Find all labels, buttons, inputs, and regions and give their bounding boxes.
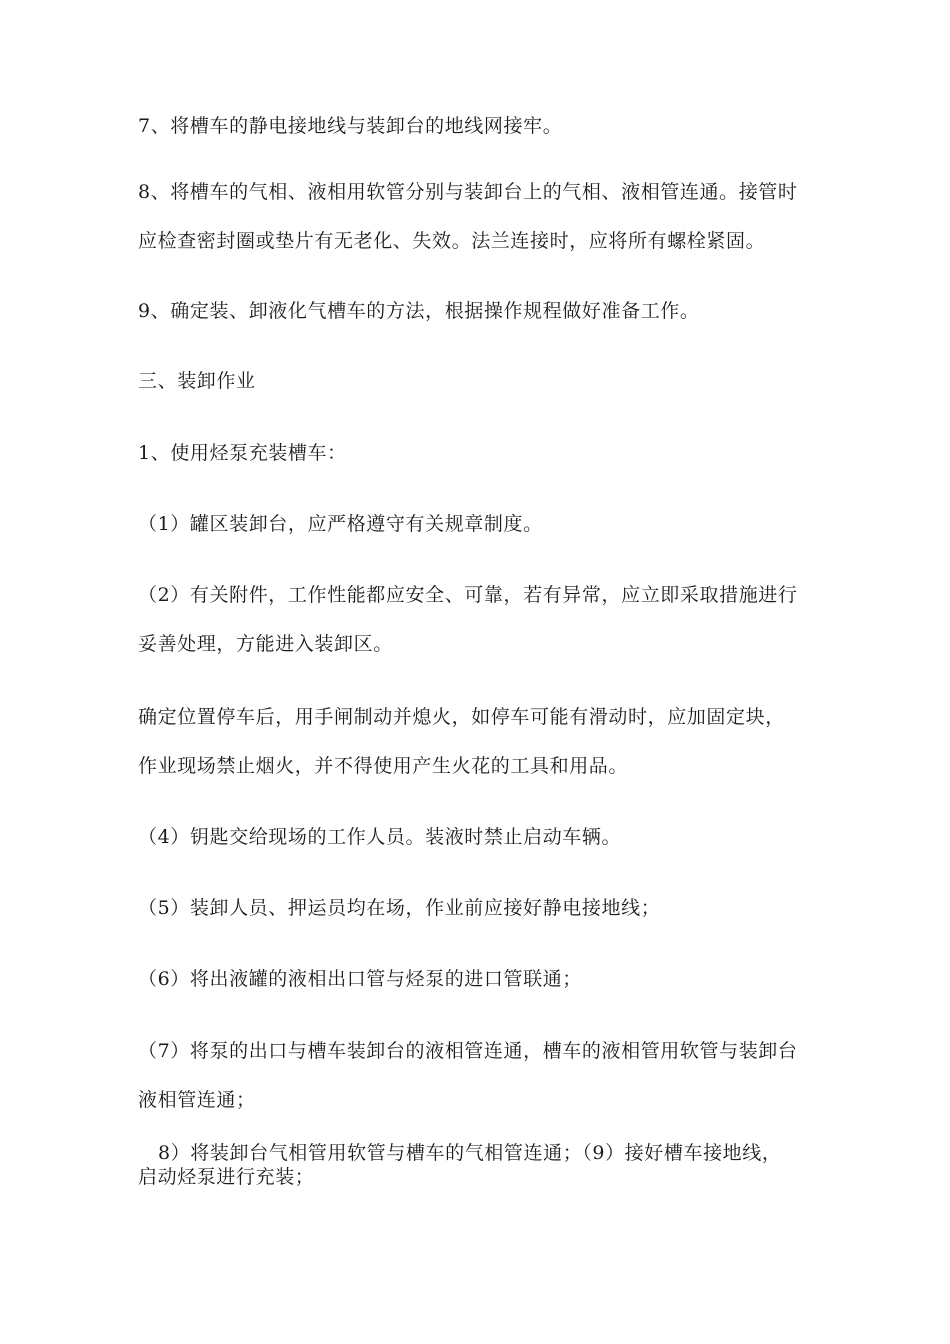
item-5-line: （5）装卸人员、押运员均在场，作业前应接好静电接地线； [138, 897, 661, 919]
item-3-line-1: 确定位置停车后，用手闸制动并熄火，如停车可能有滑动时，应加固定块， [138, 706, 785, 728]
item-2-line-1: （2）有关附件，工作性能都应安全、可靠，若有异常，应立即采取措施进行 [138, 584, 798, 606]
item-3-line-2: 作业现场禁止烟火，并不得使用产生火花的工具和用品。 [138, 755, 629, 777]
step-9-line: 9、确定装、卸液化气槽车的方法，根据操作规程做好准备工作。 [138, 300, 700, 322]
step-8-line-1: 8、将槽车的气相、液相用软管分别与装卸台上的气相、液相管连通。接管时 [138, 181, 798, 203]
subsection-1-heading: 1、使用烃泵充装槽车： [138, 442, 347, 464]
section-heading-3: 三、装卸作业 [138, 370, 256, 392]
item-2-line-2: 妥善处理，方能进入装卸区。 [138, 633, 393, 655]
step-7-line: 7、将槽车的静电接地线与装卸台的地线网接牢。 [138, 115, 563, 137]
item-6-line: （6）将出液罐的液相出口管与烃泵的进口管联通； [138, 968, 582, 990]
item-4-line: （4）钥匙交给现场的工作人员。装液时禁止启动车辆。 [138, 826, 622, 848]
item-8-9-line-1: 8）将装卸台气相管用软管与槽车的气相管连通；（9）接好槽车接地线， [158, 1142, 782, 1164]
item-7-line-1: （7）将泵的出口与槽车装卸台的液相管连通，槽车的液相管用软管与装卸台 [138, 1040, 798, 1062]
item-1-line: （1）罐区装卸台，应严格遵守有关规章制度。 [138, 513, 543, 535]
item-8-9-line-2: 启动烃泵进行充装； [138, 1166, 315, 1188]
item-7-line-2: 液相管连通； [138, 1089, 256, 1111]
step-8-line-2: 应检查密封圈或垫片有无老化、失效。法兰连接时，应将所有螺栓紧固。 [138, 230, 766, 252]
